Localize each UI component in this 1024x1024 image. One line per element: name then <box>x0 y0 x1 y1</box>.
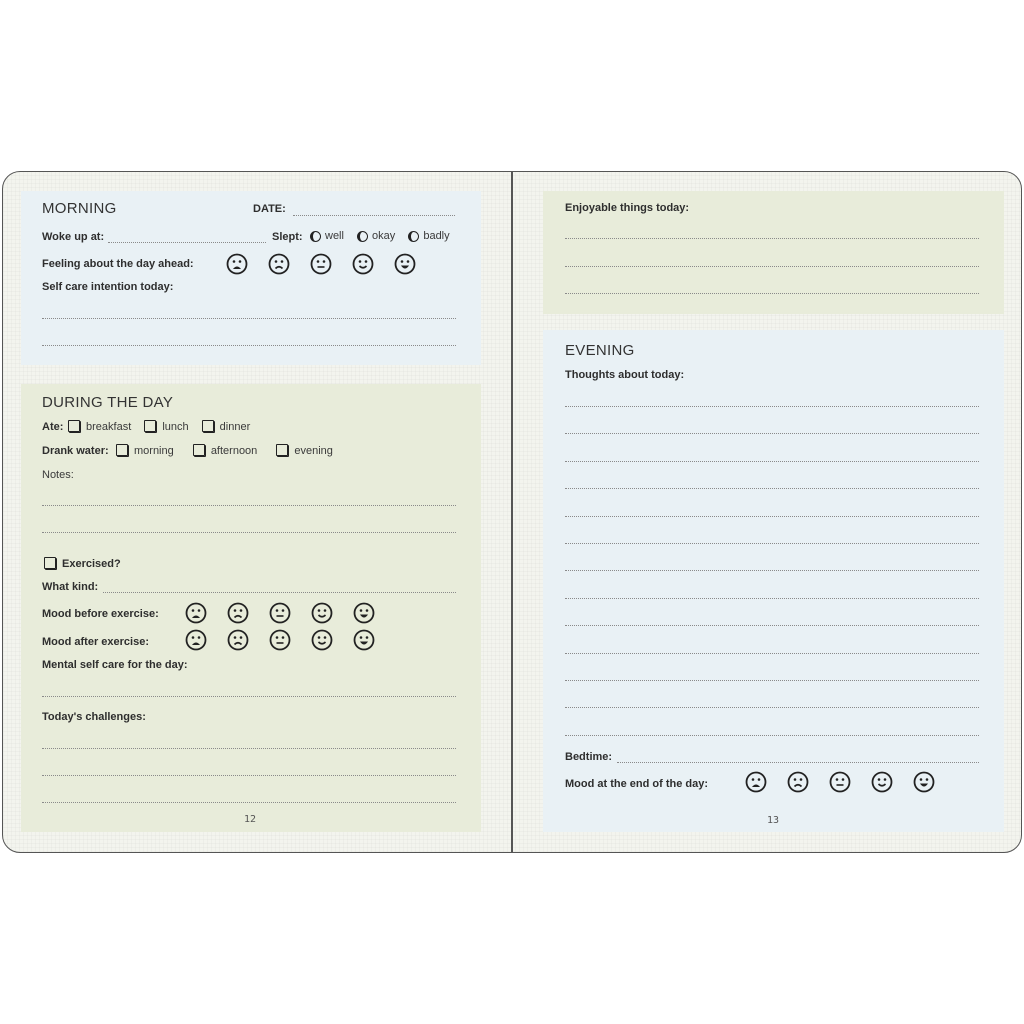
thoughts-line[interactable] <box>565 433 979 434</box>
slept-okay-radio-icon[interactable] <box>357 231 368 242</box>
thoughts-line[interactable] <box>565 570 979 571</box>
what-kind-line[interactable] <box>103 592 456 593</box>
intention-label: Self care intention today: <box>42 281 174 293</box>
evening-panel <box>543 330 1004 832</box>
notes-label: Notes: <box>42 469 74 481</box>
water-options <box>116 444 333 457</box>
thoughts-line[interactable] <box>565 516 979 517</box>
thoughts-line[interactable] <box>565 625 979 626</box>
evening-title: EVENING <box>565 342 635 359</box>
challenges-line-3[interactable] <box>42 802 456 803</box>
bedtime-label: Bedtime: <box>565 751 613 763</box>
challenges-line-1[interactable] <box>42 748 456 749</box>
feeling-mood-scale <box>226 253 426 277</box>
neutral-face-icon[interactable] <box>310 253 332 280</box>
challenges-label: Today's challenges: <box>42 711 146 723</box>
mental-self-care-line[interactable] <box>42 696 456 697</box>
ate-label: Ate: <box>42 421 64 433</box>
morning-title: MORNING <box>42 200 117 217</box>
enjoyable-line-3[interactable] <box>565 293 979 294</box>
lunch-checkbox-icon[interactable] <box>144 420 156 432</box>
thoughts-line[interactable] <box>565 488 979 489</box>
thoughts-line[interactable] <box>565 680 979 681</box>
slept-well-radio-icon[interactable] <box>310 231 321 242</box>
thoughts-line[interactable] <box>565 707 979 708</box>
date-line[interactable] <box>293 215 455 216</box>
very-sad-face-icon[interactable] <box>185 602 207 629</box>
woke-up-line[interactable] <box>108 242 266 243</box>
happy-face-icon[interactable] <box>394 253 416 280</box>
page-number-right: 13 <box>767 815 780 826</box>
meals-options <box>68 420 250 433</box>
very-sad-face-icon[interactable] <box>745 771 767 798</box>
exercised-checkbox-icon[interactable] <box>44 557 56 569</box>
slept-options <box>310 230 450 242</box>
thoughts-line[interactable] <box>565 543 979 544</box>
water-evening-label: evening <box>294 445 333 457</box>
mood-after-label: Mood after exercise: <box>42 636 149 648</box>
mood-before-scale <box>185 602 385 626</box>
drank-water-label: Drank water: <box>42 445 109 457</box>
notes-line-2[interactable] <box>42 532 456 533</box>
thoughts-line[interactable] <box>565 461 979 462</box>
neutral-face-icon[interactable] <box>829 771 851 798</box>
enjoyable-things-panel <box>543 191 1004 314</box>
mood-end-label: Mood at the end of the day: <box>565 778 708 790</box>
sad-face-icon[interactable] <box>227 602 249 629</box>
enjoyable-line-1[interactable] <box>565 238 979 239</box>
slept-badly-radio-icon[interactable] <box>408 231 419 242</box>
slept-badly-label: badly <box>423 230 450 242</box>
lunch-label: lunch <box>162 421 189 433</box>
water-morning-label: morning <box>134 445 174 457</box>
exercised-label: Exercised? <box>62 558 121 570</box>
thoughts-line[interactable] <box>565 598 979 599</box>
water-afternoon-label: afternoon <box>210 445 258 457</box>
water-evening-checkbox-icon[interactable] <box>276 444 288 456</box>
mood-before-label: Mood before exercise: <box>42 608 159 620</box>
page-number-left: 12 <box>244 814 257 825</box>
feeling-label: Feeling about the day ahead: <box>42 258 194 270</box>
thoughts-line[interactable] <box>565 653 979 654</box>
sad-face-icon[interactable] <box>787 771 809 798</box>
during-the-day-title: DURING THE DAY <box>42 394 174 411</box>
notes-line-1[interactable] <box>42 505 456 506</box>
neutral-face-icon[interactable] <box>269 602 291 629</box>
thoughts-label: Thoughts about today: <box>565 369 685 381</box>
thoughts-line[interactable] <box>565 735 979 736</box>
date-label: DATE: <box>253 203 286 215</box>
morning-panel <box>21 191 481 365</box>
breakfast-checkbox-icon[interactable] <box>68 420 80 432</box>
slept-label: Slept: <box>272 231 303 243</box>
challenges-line-2[interactable] <box>42 775 456 776</box>
smile-face-icon[interactable] <box>311 629 333 656</box>
enjoyable-label: Enjoyable things today: <box>565 202 690 214</box>
smile-face-icon[interactable] <box>352 253 374 280</box>
happy-face-icon[interactable] <box>353 602 375 629</box>
mental-self-care-label: Mental self care for the day: <box>42 659 188 671</box>
what-kind-label: What kind: <box>42 581 99 593</box>
happy-face-icon[interactable] <box>913 771 935 798</box>
mood-end-scale <box>745 771 945 795</box>
sad-face-icon[interactable] <box>227 629 249 656</box>
thoughts-line[interactable] <box>565 406 979 407</box>
neutral-face-icon[interactable] <box>269 629 291 656</box>
enjoyable-line-2[interactable] <box>565 266 979 267</box>
water-morning-checkbox-icon[interactable] <box>116 444 128 456</box>
book-spine <box>511 171 513 853</box>
breakfast-label: breakfast <box>86 421 132 433</box>
very-sad-face-icon[interactable] <box>226 253 248 280</box>
mood-after-scale <box>185 629 385 653</box>
happy-face-icon[interactable] <box>353 629 375 656</box>
dinner-label: dinner <box>219 421 251 433</box>
sad-face-icon[interactable] <box>268 253 290 280</box>
exercised-row <box>44 557 121 570</box>
during-the-day-panel <box>21 384 481 832</box>
slept-okay-label: okay <box>372 230 396 242</box>
water-afternoon-checkbox-icon[interactable] <box>193 444 205 456</box>
very-sad-face-icon[interactable] <box>185 629 207 656</box>
woke-up-label: Woke up at: <box>42 231 105 243</box>
smile-face-icon[interactable] <box>871 771 893 798</box>
dinner-checkbox-icon[interactable] <box>202 420 214 432</box>
smile-face-icon[interactable] <box>311 602 333 629</box>
bedtime-line[interactable] <box>617 762 979 763</box>
intention-line-2[interactable] <box>42 345 456 346</box>
intention-line-1[interactable] <box>42 318 456 319</box>
slept-well-label: well <box>325 230 344 242</box>
